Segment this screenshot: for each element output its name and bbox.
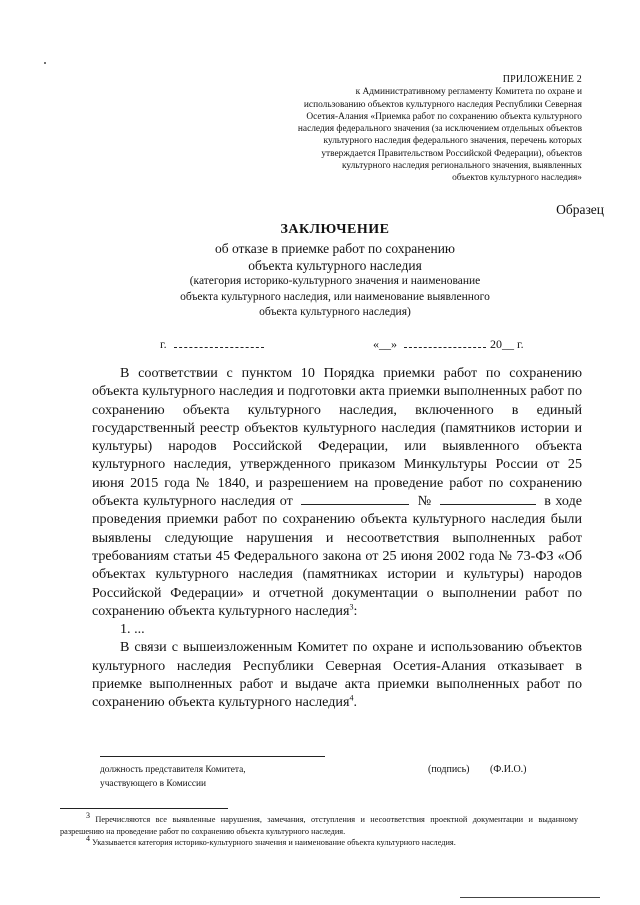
city-prefix: г. bbox=[160, 337, 167, 351]
appendix-line: использованию объектов культурного наследия Республики Северная bbox=[303, 99, 582, 110]
signatory-position-line: должность представителя Комитета, bbox=[100, 765, 246, 775]
footnote-text: Указывается категория историко-культурного значения и наименование объекта культурного наследия. bbox=[90, 838, 456, 847]
footnote-3 bbox=[60, 811, 578, 837]
signatory-position bbox=[100, 764, 300, 791]
permit-number-blank bbox=[440, 493, 536, 505]
page-bottom-rule bbox=[460, 897, 600, 898]
body-text-run: В связи с вышеизложенным Комитет по охране и использованию объектов культурного наследия Республики Северная Осетия-Алания отказывает в приемке выполненных работ и выдаче акта приемки выполненных работ по сохранению объекта культурного наследия bbox=[92, 639, 582, 711]
violation-list-item: 1. ... bbox=[120, 621, 145, 638]
sample-label: Образец bbox=[556, 202, 604, 217]
month-blank bbox=[404, 337, 486, 352]
body-text-run: В соответствии с пунктом 10 Порядка приемки работ по сохранению объекта культурного наследия и подготовки акта приемки выполненных работ по сохранению объекта культурного наследия, включенного в единый государственный реестр объектов культурного наследия (памятников истории и культуры) народов Российской Федерации, или выявленного объекта культурного наследия, утвержденного приказом Минкультуры России от 25 июня 2015 года № 1840, и разрешением на проведение работ по сохранению объекта культурного наследия от bbox=[92, 365, 582, 510]
body-text bbox=[92, 364, 582, 712]
year-prefix: 20__ г. bbox=[490, 337, 524, 351]
signature-rule bbox=[100, 756, 325, 757]
date-open: «__» bbox=[373, 337, 397, 351]
signature-caption: (подпись) bbox=[428, 764, 470, 775]
place-date-line bbox=[0, 337, 640, 353]
appendix-line: наследия федерального значения (за исключением отдельных объектов bbox=[297, 124, 582, 135]
appendix-line: утверждается Правительством Российской Федерации), объектов bbox=[321, 148, 582, 159]
note-line: объекта культурного наследия, или наименование выявленного bbox=[180, 290, 490, 303]
appendix-line: объектов культурного наследия» bbox=[452, 173, 582, 184]
city-blank bbox=[174, 337, 264, 352]
fio-caption: (Ф.И.О.) bbox=[490, 764, 527, 775]
body-text-run: в ходе проведения приемки работ по сохранению объекта культурного наследия были выявлены следующие нарушения и несоответствия выполненных работ требованиям статьи 45 Федерального закона от 25 июня 2002 года № 73-ФЗ «Об объектах культурного наследия (памятниках истории и культуры) народов Российской Федерации» и отчетной документации о выполнении работ по сохранению объекта культурного наследия bbox=[92, 493, 582, 619]
footnote-mark: 4 bbox=[86, 834, 90, 844]
note-line: (категория историко-культурного значения и наименование bbox=[189, 275, 481, 287]
footnotes bbox=[60, 811, 578, 849]
subtitle-line: объекта культурного наследия bbox=[248, 258, 422, 273]
document-title: ЗАКЛЮЧЕНИЕ bbox=[280, 222, 390, 237]
appendix-line: Осетия-Алания «Приемка работ по сохранению объекта культурного bbox=[306, 111, 582, 122]
body-text-run: : bbox=[353, 602, 358, 619]
footnote-4 bbox=[60, 834, 578, 849]
signatory-position-line: участвующего в Комиссии bbox=[100, 778, 207, 789]
scan-speck bbox=[44, 62, 46, 64]
appendix-line: к Административному регламенту Комитета по охране и bbox=[355, 87, 582, 98]
footnote-text: Перечисляются все выявленные нарушения, замечания, отступления и несоответствия проектной документации и выданному разрешению на проведение работ по сохранению объекта культурного наследия. bbox=[60, 815, 578, 836]
body-paragraph-1 bbox=[92, 364, 582, 620]
footnote-ref: 3 bbox=[349, 602, 354, 612]
body-paragraph-2 bbox=[92, 638, 582, 711]
title-block bbox=[100, 220, 570, 321]
note-line: объекта культурного наследия) bbox=[259, 306, 411, 318]
subtitle-line: об отказе в приемке работ по сохранению bbox=[214, 241, 456, 256]
appendix-line: культурного наследия федерального значения, перечень которых bbox=[323, 136, 582, 147]
appendix-heading: ПРИЛОЖЕНИЕ 2 bbox=[502, 74, 582, 85]
footnote-ref: 4 bbox=[349, 693, 354, 703]
footnote-mark: 3 bbox=[86, 811, 90, 821]
appendix-line: культурного наследия регионального значения, выявленных bbox=[341, 161, 582, 172]
number-sign: № bbox=[416, 493, 433, 510]
body-text-run: . bbox=[353, 694, 357, 711]
appendix-header bbox=[252, 74, 582, 185]
permit-date-blank bbox=[301, 493, 409, 505]
footnote-rule bbox=[60, 808, 228, 809]
